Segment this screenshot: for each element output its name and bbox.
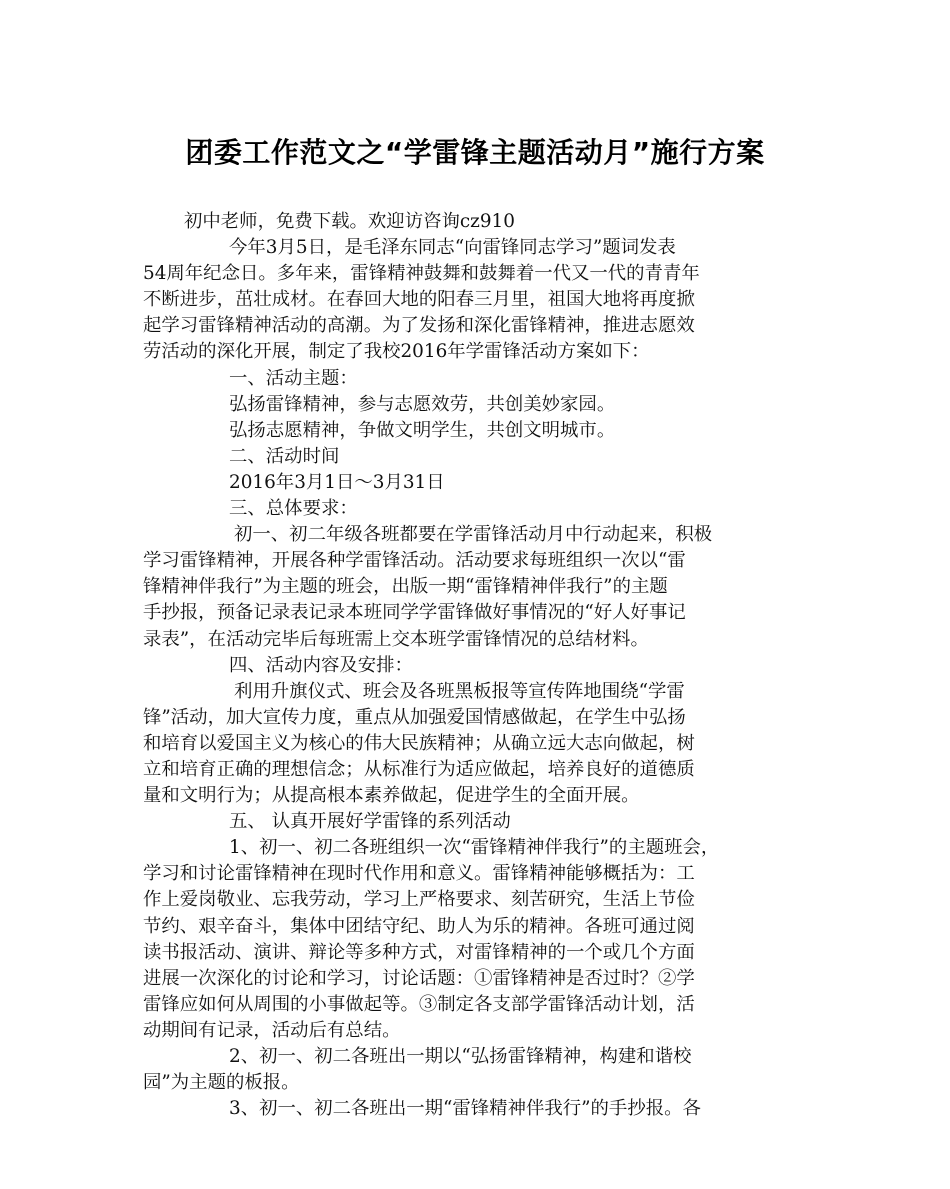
body-line: 劳活动的深化开展，制定了我校2016年学雷锋活动方案如下：	[143, 341, 650, 363]
body-line: 立和培育正确的理想信念；从标准行为适应做起，培养良好的道德质	[143, 758, 695, 780]
body-line: 四、活动内容及安排：	[229, 654, 413, 676]
body-line: 一、活动主题：	[229, 367, 358, 389]
body-line: 2、初一、初二各班出一期以“弘扬雷锋精神，构建和谐校	[229, 1046, 692, 1067]
document-body	[143, 209, 808, 1122]
body-line: 学习雷锋精神，开展各种学雷锋活动。活动要求每班组织一次以“雷	[143, 550, 686, 572]
body-line: 2016年3月1日～3月31日	[229, 471, 445, 493]
body-line: 不断进步，茁壮成材。在春回大地的阳春三月里，祖国大地将再度掀	[143, 289, 695, 311]
body-line: 作上爱岗敬业、忘我劳动，学习上严格要求、刻苦研究，生活上节俭	[143, 889, 695, 911]
document-title: 团委工作范文之“学雷锋主题活动月”施行方案	[185, 136, 765, 169]
body-line: 动期间有记录，活动后有总结。	[143, 1019, 401, 1041]
body-line: 手抄报，预备记录表记录本班同学学雷锋做好事情况的“好人好事记	[143, 602, 686, 624]
body-line: 初中老师，免费下载。欢迎访咨询cz910	[184, 211, 515, 232]
body-line: 起学习雷锋精神活动的高潮。为了发扬和深化雷锋精神，推进志愿效	[143, 315, 695, 337]
body-line: 和培育以爱国主义为核心的伟大民族精神；从确立远大志向做起，树	[143, 732, 695, 754]
body-line: 锋”活动，加大宣传力度，重点从加强爱国情感做起，在学生中弘扬	[143, 706, 686, 728]
body-line: 3、初一、初二各班出一期“雷锋精神伴我行”的手抄报。各	[229, 1098, 701, 1120]
body-line: 读书报活动、演讲、辩论等多种方式，对雷锋精神的一个或几个方面	[143, 941, 695, 963]
body-line: 弘扬志愿精神，争做文明学生，共创文明城市。	[229, 419, 616, 441]
body-line: 园”为主题的板报。	[143, 1072, 300, 1094]
body-line: 量和文明行为；从提高根本素养做起，促进学生的全面开展。	[143, 785, 640, 807]
body-line: 进展一次深化的讨论和学习，讨论话题：①雷锋精神是否过时？②学	[143, 967, 695, 989]
body-line: 雷锋应如何从周围的小事做起等。③制定各支部学雷锋活动计划，活	[143, 993, 695, 1015]
body-line: 弘扬雷锋精神，参与志愿效劳，共创美妙家园。	[229, 393, 616, 415]
body-line: 今年3月5日，是毛泽东同志“向雷锋同志学习”题词发表	[229, 237, 676, 259]
body-line: 二、活动时间	[229, 445, 340, 467]
body-line: 利用升旗仪式、班会及各班黑板报等宣传阵地围绕“学雷	[234, 680, 685, 702]
body-line: 节约、艰辛奋斗，集体中团结守纪、助人为乐的精神。各班可通过阅	[143, 915, 695, 937]
body-line: 锋精神伴我行”为主题的班会，出版一期“雷锋精神伴我行”的主题	[143, 576, 668, 598]
body-line: 54周年纪念日。多年来，雷锋精神鼓舞和鼓舞着一代又一代的青青年	[143, 263, 700, 285]
body-line: 初一、初二年级各班都要在学雷锋活动月中行动起来，积极	[234, 524, 713, 546]
body-line: 三、总体要求：	[229, 498, 358, 520]
body-line: 录表”，在活动完毕后每班需上交本班学雷锋情况的总结材料。	[143, 628, 649, 650]
body-line: 1、初一、初二各班组织一次“雷锋精神伴我行”的主题班会，	[229, 837, 720, 859]
body-line: 学习和讨论雷锋精神在现时代作用和意义。雷锋精神能够概括为：工	[143, 863, 695, 885]
body-line: 五、 认真开展好学雷锋的系列活动	[229, 811, 511, 833]
